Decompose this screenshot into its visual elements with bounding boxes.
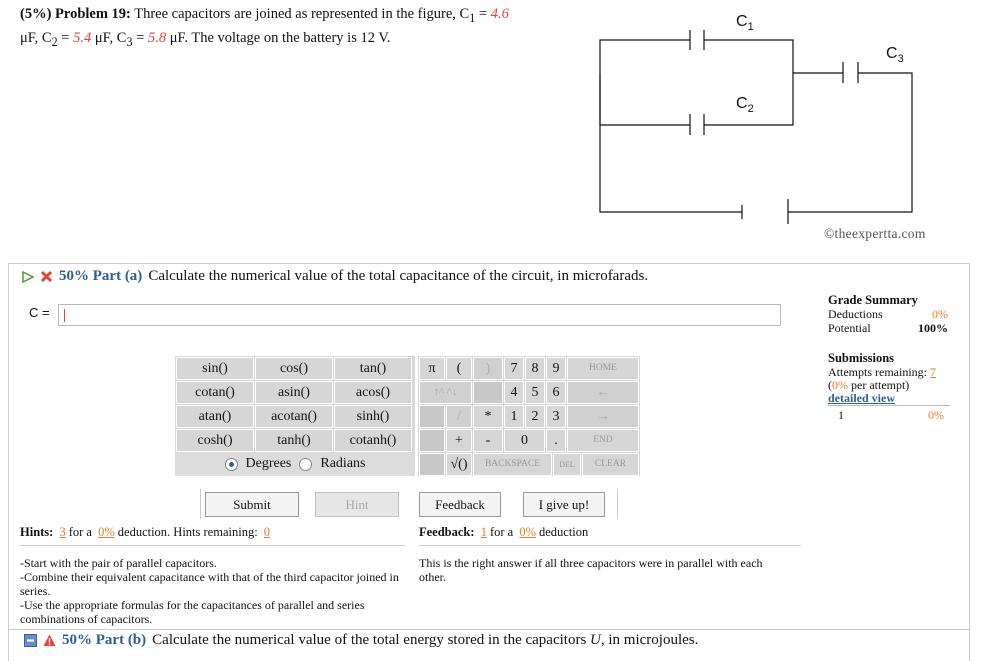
collapse-icon[interactable] [24,634,37,647]
rparen-key[interactable]: ) [473,357,503,380]
hint-1: -Start with the pair of parallel capacitors. [20,556,217,570]
c1-left-wire [600,40,690,73]
c3-label: $C_3$ [886,45,904,65]
tan-button[interactable]: tan() [334,357,412,380]
right-arrow-key[interactable]: → [567,405,639,428]
hints-remaining: 0 [263,525,271,539]
problem-number: (5%) Problem 19: [20,6,131,22]
key-9[interactable]: 9 [546,357,566,380]
copyright-notice: ©theexpertta.com [824,226,926,241]
blank-key-3 [419,429,445,452]
lparen-key[interactable]: ( [446,357,472,380]
blank-key [473,381,503,404]
clear-key[interactable]: CLEAR [582,453,639,476]
circuit-diagram [590,0,980,228]
del-key[interactable]: DEL [553,453,581,476]
sqrt-key[interactable]: √() [446,453,472,476]
asin-button[interactable]: asin() [255,381,333,404]
deductions-value: 0% [932,307,948,321]
c1-label: $C_1$ [736,13,754,33]
sinh-button[interactable]: sinh() [334,405,412,428]
blank-key-2 [419,405,445,428]
part-b-header [24,632,698,649]
submissions-panel: Submissions Attempts remaining: 7 (0% per attempt) detailed view 1 0% [828,352,950,422]
up-key[interactable]: ↑^ ^↓ [419,381,472,404]
play-icon[interactable] [22,271,34,283]
feedback-text: This is the right answer if all three capacitors were in parallel with each other. [419,556,763,584]
backspace-key[interactable]: BACKSPACE [473,453,552,476]
c2-left-wire [600,73,690,125]
attempts-remaining: 7 [929,365,936,379]
grade-summary-title: Grade Summary [828,293,918,307]
acos-button[interactable]: acos() [334,381,412,404]
hint-3: -Use the appropriate formulas for the capacitances of parallel and series combinations of capacitors. [20,598,365,626]
key-4[interactable]: 4 [504,381,524,404]
hints-count: 3 [59,525,66,539]
key-2[interactable]: 2 [525,405,545,428]
atan-button[interactable]: atan() [176,405,254,428]
left-wire [600,73,742,212]
part-b-percent: 50% Part (b) [62,632,147,648]
part-b-question: Calculate the numerical value of the total energy stored in the capacitors U, in microjoules. [152,632,699,648]
dot-key[interactable]: . [546,429,566,452]
text-caret [64,309,65,322]
key-1[interactable]: 1 [504,405,524,428]
c2-right-wire [704,73,793,125]
right-wire [788,73,912,212]
warning-icon [43,634,56,647]
submissions-title: Submissions [828,351,895,365]
c1-value: 4.6 [490,6,509,22]
number-keypad [418,356,640,476]
hint-button[interactable]: Hint [315,492,399,517]
grade-summary: Grade Summary Deductions 0% Potential 100% [828,293,948,335]
cosh-button[interactable]: cosh() [176,429,254,452]
detailed-view-link[interactable]: detailed view [828,391,895,405]
key-6[interactable]: 6 [546,381,566,404]
c3-value: 5.8 [147,29,167,46]
problem-statement: (5%) Problem 19: Three capacitors are joined as represented in the figure, $C_1 = 4.6$ μF, $C_2 = 5.4$ μF, $C_3 = 5.8$ μF. The voltage on the battery is 12 V. [20,6,509,49]
c2-value: 5.4 [73,29,92,46]
key-8[interactable]: 8 [525,357,545,380]
hints-text [20,556,400,626]
cotan-button[interactable]: cotan() [176,381,254,404]
multiply-key[interactable]: * [473,405,503,428]
blank-key-4 [419,453,445,476]
home-key[interactable]: HOME [567,357,639,380]
key-5[interactable]: 5 [525,381,545,404]
feedback-header: Feedback: 1 for a 0% deduction [419,525,801,546]
c1-right-wire [704,40,793,73]
feedback-count: 1 [480,525,487,539]
error-x-icon [40,270,53,283]
answer-input[interactable] [58,304,781,326]
end-key[interactable]: END [567,429,639,452]
acotan-button[interactable]: acotan() [255,405,333,428]
answer-label: C = [29,305,50,320]
give-up-button[interactable]: I give up! [523,492,605,517]
hints-header: Hints: 3 for a 0% deduction. Hints remaining: 0 [20,525,405,546]
part-a-header [22,268,648,285]
key-3[interactable]: 3 [546,405,566,428]
submit-button[interactable]: Submit [205,492,299,517]
tanh-button[interactable]: tanh() [255,429,333,452]
feedback-button[interactable]: Feedback [419,492,501,517]
minus-key[interactable]: - [473,429,503,452]
part-a-question: Calculate the numerical value of the total capacitance of the circuit, in microfarads. [148,268,649,284]
sin-button[interactable]: sin() [176,357,254,380]
key-0[interactable]: 0 [504,429,545,452]
radians-radio[interactable] [299,458,312,471]
cos-button[interactable]: cos() [255,357,333,380]
part-a-percent: 50% Part (a) [59,268,143,284]
degrees-radio[interactable] [225,458,238,471]
pi-key[interactable]: π [419,357,445,380]
cotanh-button[interactable]: cotanh() [334,429,412,452]
left-arrow-key[interactable]: ← [567,381,639,404]
hint-2: -Combine their equivalent capacitance with that of the third capacitor joined in series. [20,570,399,598]
divide-key[interactable]: / [446,405,472,428]
key-7[interactable]: 7 [504,357,524,380]
c2-label: $C_2$ [736,95,754,115]
potential-value: 100% [918,321,948,335]
part-b-divider [8,629,970,630]
angle-mode: Degrees Radians [175,452,415,476]
plus-key[interactable]: + [446,429,472,452]
